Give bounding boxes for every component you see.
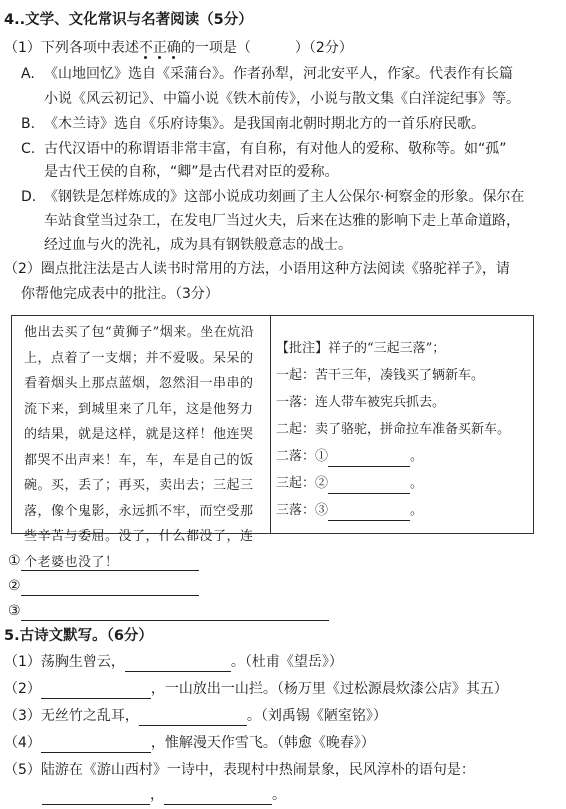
option-c-line-1: 古代汉语中的称谓语非常丰富，有自称，有对他人的爱称、敬称等。如“孤” xyxy=(44,141,507,157)
novel-passage: 他出去买了包“黄狮子”烟来。坐在炕沿上，点着了一支烟；并不爱吸。呆呆的看着烟头上那点蓝烟，忽然泪一串串的流下来，到城里来了几年，这是他努力的结果，就是这样，就是这样！他连哭都哭不出声来！车，车，车是自己的饭碗。买，丢了；再买，卖出去；三起三落，像个鬼影，永远抓不牢，而空受那些辛苦与委屈。没了，什么都没了，连个老婆也没了！ xyxy=(24,325,255,570)
answer-line-3[interactable] xyxy=(21,606,329,621)
answer-row-3 xyxy=(8,601,329,621)
answer-line-1[interactable] xyxy=(21,556,199,571)
table-divider xyxy=(270,316,271,533)
q5-item-5: （5）陆游在《游山西村》一诗中，表现村中热闹景象，民风淳朴的语句是： xyxy=(4,762,475,778)
option-d-line-3: 经过血与火的洗礼，成为具有钢铁般意志的战士。 xyxy=(44,237,352,253)
q4-sub1-stem xyxy=(4,38,353,58)
q5-item-2-post: ，一山放出一山拦。（杨万里《过松源晨炊漆公店》其五） xyxy=(150,681,508,697)
q5-item-1 xyxy=(4,652,343,672)
q5-blank-4[interactable] xyxy=(41,738,151,753)
annotation-table xyxy=(11,315,534,570)
dotted-char-1: 不 xyxy=(138,40,153,56)
annotation-blank-2[interactable] xyxy=(328,481,410,494)
q5-item-4-pre: （4） xyxy=(4,735,41,751)
option-d-line-1: 《钢铁是怎样炼成的》这部小说成功刻画了主人公保尔·柯察金的形象。保尔在 xyxy=(44,189,525,205)
blank-2-suffix: 。 xyxy=(410,476,424,491)
option-a-line-2: 小说《风云初记》、中篇小说《铁木前传》，小说与散文集《白洋淀纪事》等。 xyxy=(44,91,520,107)
stem-end: ）（2分） xyxy=(294,40,353,56)
blank-3-prefix: 三落：③ xyxy=(276,503,329,518)
stem-pre: （1）下列各项中表述 xyxy=(4,40,139,56)
stem-post: 的一项是（ xyxy=(180,40,251,56)
q5-title: 5.古诗文默写。（6分） xyxy=(4,628,153,644)
q5-blank-3[interactable] xyxy=(139,711,247,726)
q4-title: 4..文学、文化常识与名著阅读（5分） xyxy=(4,12,253,28)
q5-item-3-post: 。（刘禹锡《陋室铭》） xyxy=(246,708,387,724)
q4-sub2-line-1: （2）圈点批注法是古人读书时常用的方法，小语用这种方法阅读《骆驼祥子》，请 xyxy=(4,261,510,277)
q5-blank-5a[interactable] xyxy=(42,790,150,805)
option-b-line-1: 《木兰诗》选自《乐府诗集》。是我国南北朝时期北方的一首乐府民歌。 xyxy=(44,116,485,132)
q5-item-5-sep: ， xyxy=(150,787,164,803)
q4-sub2-line-2: 你帮他完成表中的批注。（3分） xyxy=(21,286,219,302)
q5-item-2-pre: （2） xyxy=(4,681,41,697)
annotation-blank-row-2 xyxy=(276,474,423,494)
annotation-blank-1[interactable] xyxy=(328,454,410,467)
blank-1-suffix: 。 xyxy=(410,449,424,464)
annotation-item-2: 一落：连人带车被宪兵抓去。 xyxy=(276,395,446,410)
option-c-label: C. xyxy=(21,141,36,157)
q5-item-3-pre: （3）无丝竹之乱耳， xyxy=(4,708,139,724)
annotation-blank-row-3 xyxy=(276,501,423,521)
annotation-item-1: 一起：苦干三年，凑钱买了辆新车。 xyxy=(276,368,485,383)
option-c-line-2: 是古代王侯的自称，“卿”是古代君对臣的爱称。 xyxy=(44,164,339,180)
q5-item-5-end: 。 xyxy=(272,787,286,803)
q5-item-4-post: ，惟解漫天作雪飞。（韩愈《晚春》） xyxy=(150,735,375,751)
answer-marker-2: ② xyxy=(8,578,21,594)
q5-item-4 xyxy=(4,733,375,753)
option-a-label: A. xyxy=(21,66,35,82)
answer-marker-3: ③ xyxy=(8,603,21,619)
blank-3-suffix: 。 xyxy=(410,503,424,518)
q5-item-1-post: 。（杜甫《望岳》） xyxy=(230,654,343,670)
q5-item-1-pre: （1）荡胸生曾云， xyxy=(4,654,125,670)
blank-1-prefix: 二落：① xyxy=(276,449,329,464)
option-b-label: B. xyxy=(21,116,36,132)
blank-2-prefix: 三起：② xyxy=(276,476,329,491)
dotted-char-3: 确 xyxy=(166,40,181,56)
annotation-header: 【批注】祥子的“三起三落”； xyxy=(276,341,446,356)
q5-item-2 xyxy=(4,679,508,699)
annotation-blank-row-1 xyxy=(276,447,423,467)
option-d-line-2: 车站食堂当过杂工，在发电厂当过火夫，后来在达雅的影响下走上革命道路， xyxy=(44,213,520,229)
annotation-item-3: 二起：卖了骆驼，拼命拉车准备买新车。 xyxy=(276,422,511,437)
option-d-label: D. xyxy=(21,189,37,205)
option-a-line-1: 《山地回忆》选自《采蒲台》。作者孙犁，河北安平人，作家。代表作有长篇 xyxy=(44,66,513,82)
q5-blank-1[interactable] xyxy=(125,657,231,672)
answer-row-1 xyxy=(8,551,199,571)
answer-line-2[interactable] xyxy=(21,581,199,596)
q5-item-5-answer-row xyxy=(42,785,286,805)
q5-item-3 xyxy=(4,706,387,726)
annotation-blank-3[interactable] xyxy=(328,508,410,521)
answer-row-2 xyxy=(8,576,199,596)
dotted-char-2: 正 xyxy=(152,40,167,56)
answer-marker-1: ① xyxy=(8,553,21,569)
q5-blank-5b[interactable] xyxy=(164,790,272,805)
q5-blank-2[interactable] xyxy=(41,684,151,699)
